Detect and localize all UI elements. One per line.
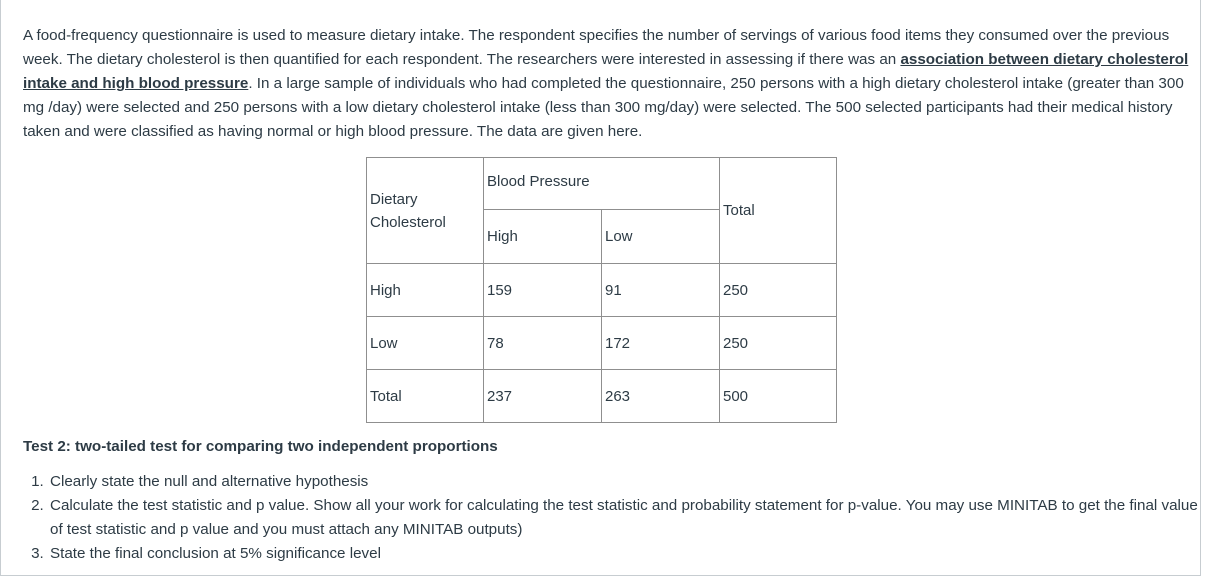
- cell-high: 159: [484, 264, 602, 317]
- cell-high: 237: [484, 370, 602, 423]
- emphasized-phrase: association between dietary cholesterol intake and high blood pressure: [23, 51, 1189, 92]
- row-label: Total: [367, 370, 484, 423]
- col-high-label: High: [487, 228, 518, 245]
- total-header-label: Total: [723, 202, 755, 219]
- row-label: High: [367, 264, 484, 317]
- cell-low: 263: [602, 370, 720, 423]
- list-item: 1. Clearly state the null and alternative hypothesis: [48, 470, 1212, 494]
- table-row: [367, 370, 837, 423]
- col-high-cell: [484, 210, 602, 264]
- row-header-line2: Cholesterol: [370, 213, 446, 231]
- row-label: Low: [367, 317, 484, 370]
- intro-text-2: . In a large sample of individuals who had completed the questionnaire, 250 persons with a high dietary cholesterol intake (greater than 300 mg /day) were selected and 250 persons with a low dietary cholesterol intake (less than 300 mg/day) were selected. The 500 selected participants had their medical history taken and were classified as having normal or high blood pressure. The data are given here.: [23, 75, 1184, 140]
- col-low-label: Low: [605, 228, 633, 245]
- intro-text-1: A food-frequency questionnaire is used to measure dietary intake. The respondent specifies the number of servings of various food items they consumed over the previous week. The dietary cholesterol is then quantified for each respondent. The researchers were interested in assessing if there was an: [23, 27, 1170, 68]
- group-header-label: Blood Pressure: [487, 173, 590, 190]
- cell-high: 78: [484, 317, 602, 370]
- cell-low: 172: [602, 317, 720, 370]
- contingency-table: [366, 157, 837, 423]
- row-header-line1: Dietary: [370, 190, 418, 208]
- group-header-cell: [484, 158, 720, 210]
- problem-description: [23, 24, 1193, 144]
- col-low-cell: [602, 210, 720, 264]
- cell-total: 500: [720, 370, 837, 423]
- total-header-cell: [720, 158, 837, 264]
- test-title: Test 2: two-tailed test for comparing two independent proportions: [23, 438, 498, 455]
- cell-low: 91: [602, 264, 720, 317]
- table-row: [367, 264, 837, 317]
- table-row: [367, 317, 837, 370]
- task-list: [23, 470, 1212, 566]
- row-header-cell: [367, 158, 484, 264]
- list-item: 3. State the final conclusion at 5% significance level: [48, 542, 1212, 566]
- cell-total: 250: [720, 264, 837, 317]
- list-item: 2. Calculate the test statistic and p value. Show all your work for calculating the test statistic and probability statement for p-value. You may use MINITAB to get the final value of test statistic and p value and you must attach any MINITAB outputs): [48, 494, 1212, 542]
- cell-total: 250: [720, 317, 837, 370]
